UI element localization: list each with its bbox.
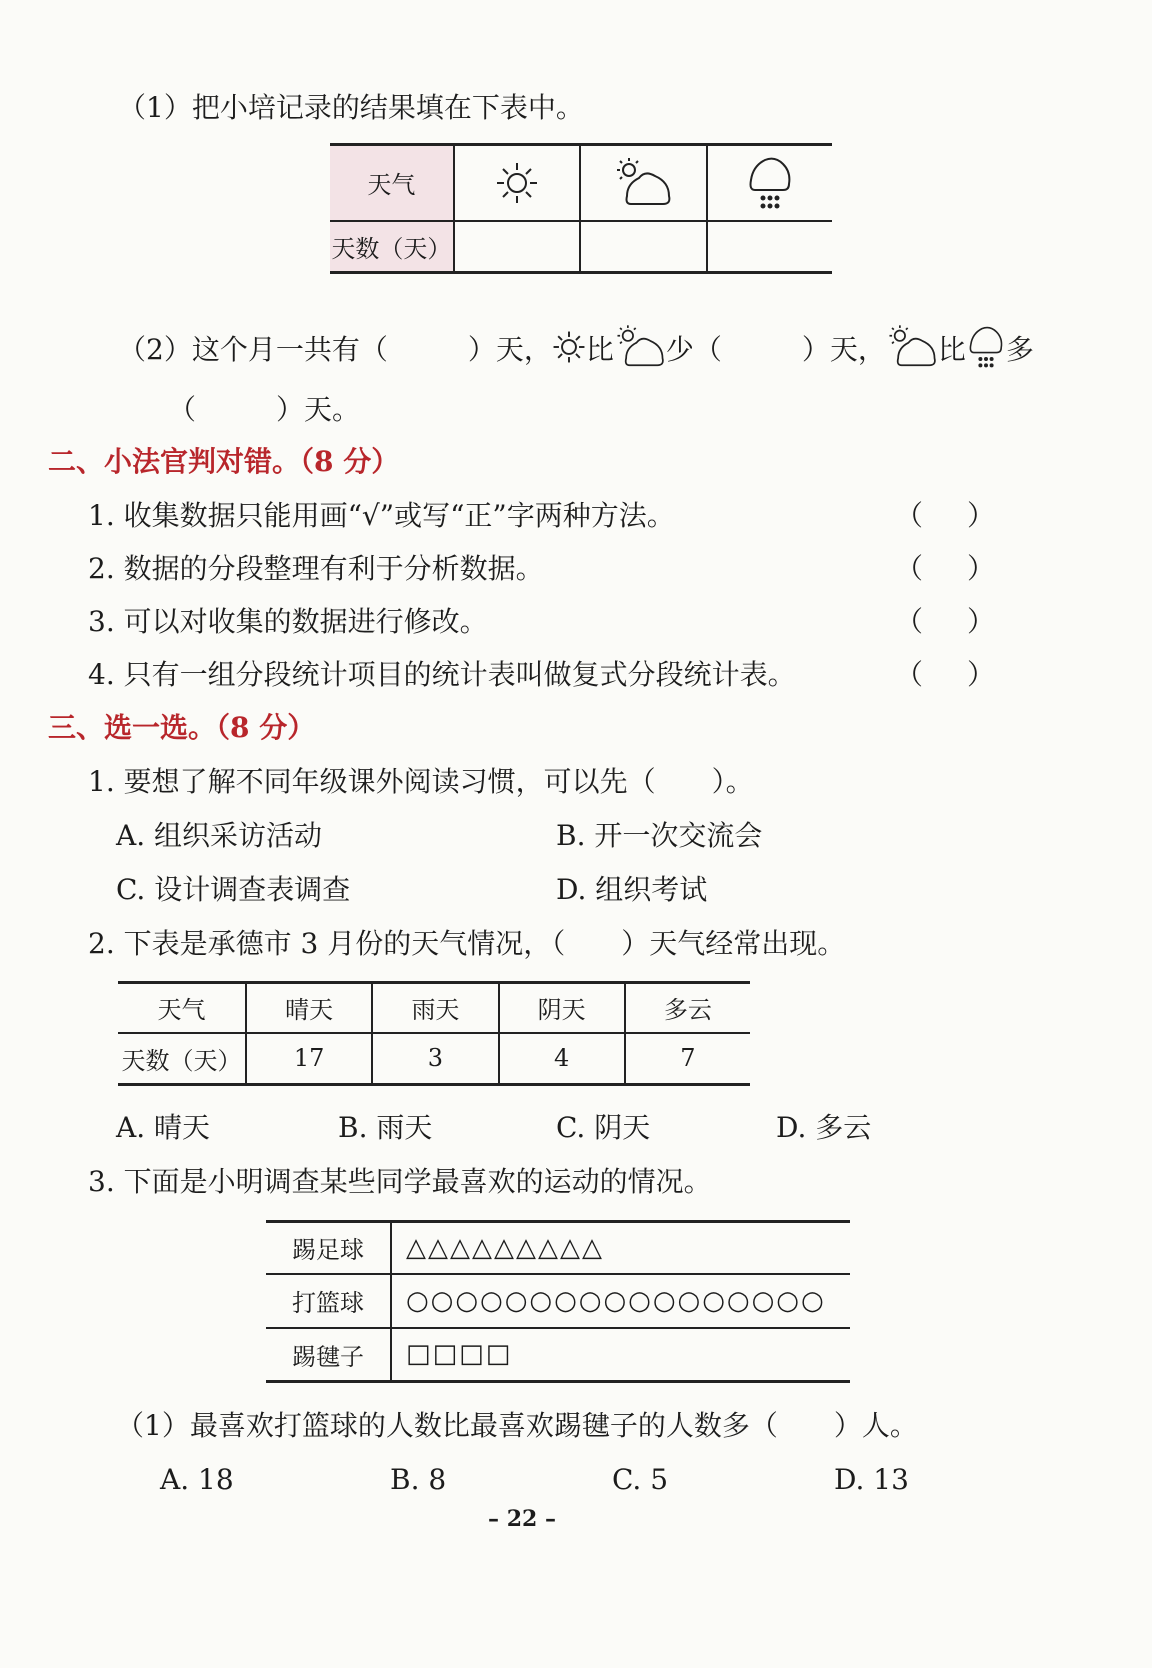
q2-option-c[interactable]: C. 阴天	[556, 1111, 651, 1144]
sport-marks-football: △△△△△△△△△	[391, 1222, 850, 1274]
row-label-days: 天数（天）	[118, 1033, 246, 1085]
rain-cloud-icon	[966, 320, 1006, 383]
q3-option-b[interactable]: B. 8	[390, 1463, 447, 1496]
q3-option-a[interactable]: A. 18	[160, 1463, 234, 1496]
q2-option-b[interactable]: B. 雨天	[338, 1111, 433, 1144]
value-cloudy: 7	[625, 1033, 750, 1085]
choice-question-2: 2. 下表是承德市 3 月份的天气情况，（ ）天气经常出现。	[88, 927, 846, 960]
section-2-title: 二、小法官判对错。（8 分）	[48, 445, 400, 478]
sport-label-shuttlecock: 踢毽子	[266, 1328, 391, 1382]
judge-item-1: 1. 收集数据只能用画“√”或写“正”字两种方法。	[88, 499, 675, 532]
sun-icon	[552, 330, 586, 373]
q2-option-a[interactable]: A. 晴天	[116, 1111, 211, 1144]
rain-cloud-icon	[707, 145, 832, 221]
sun-cloud-icon	[580, 145, 707, 221]
header-weather: 天气	[157, 996, 206, 1025]
sports-survey-table	[266, 1220, 850, 1383]
q1-option-c[interactable]: C. 设计调查表调查	[116, 873, 351, 906]
q2-part-d: 少（	[665, 333, 722, 366]
judge-item-3: 3. 可以对收集的数据进行修改。	[88, 605, 488, 638]
sun-cloud-days-cell[interactable]	[580, 221, 707, 273]
judge-answer-3[interactable]: （ ）	[895, 605, 996, 638]
section-3-title: 三、选一选。（8 分）	[48, 711, 316, 744]
judge-item-2: 2. 数据的分段整理有利于分析数据。	[88, 552, 544, 585]
question-1-1: （1）把小培记录的结果填在下表中。	[118, 91, 584, 124]
days-row-label: 天数（天）	[330, 221, 454, 273]
q2-part-g: 多	[1005, 333, 1034, 366]
header-cloudy: 多云	[625, 983, 750, 1033]
weather-row-label: 天气	[330, 145, 454, 221]
q2-part-h: （	[168, 393, 197, 426]
q1-option-b[interactable]: B. 开一次交流会	[556, 819, 763, 852]
q3-sub-question-1: （1）最喜欢打篮球的人数比最喜欢踢毽子的人数多（ ）人。	[116, 1409, 918, 1442]
q3-option-c[interactable]: C. 5	[612, 1463, 669, 1496]
sun-cloud-icon	[614, 322, 666, 381]
value-overcast: 4	[499, 1033, 625, 1085]
choice-question-3: 3. 下面是小明调查某些同学最喜欢的运动的情况。	[88, 1165, 712, 1198]
choice-question-1: 1. 要想了解不同年级课外阅读习惯，可以先（ ）。	[88, 765, 754, 798]
q1-option-a[interactable]: A. 组织采访活动	[116, 819, 323, 852]
sport-marks-shuttlecock: □□□□	[391, 1328, 850, 1382]
page-number: – 22 –	[488, 1506, 556, 1532]
q3-option-d[interactable]: D. 13	[834, 1463, 909, 1496]
judge-answer-2[interactable]: （ ）	[895, 552, 996, 585]
weather-record-table	[330, 143, 832, 274]
sport-label-football: 踢足球	[292, 1236, 364, 1265]
sun-icon	[454, 145, 580, 221]
value-rainy: 3	[372, 1033, 498, 1085]
question-1-2	[118, 320, 1034, 383]
judge-item-4: 4. 只有一组分段统计项目的统计表叫做复式分段统计表。	[88, 658, 796, 691]
q2-part-f: 比	[937, 333, 966, 366]
judge-answer-1[interactable]: （ ）	[895, 499, 996, 532]
rain-days-cell[interactable]	[707, 221, 832, 273]
sport-label-basketball: 打篮球	[266, 1274, 391, 1328]
sun-days-cell[interactable]	[454, 221, 580, 273]
value-sunny: 17	[246, 1033, 372, 1085]
sun-cloud-icon	[886, 322, 938, 381]
header-sunny: 晴天	[246, 983, 372, 1033]
q2-part-c: 比	[585, 333, 614, 366]
q1-option-d[interactable]: D. 组织考试	[556, 873, 708, 906]
q2-part-b: ）天，	[467, 333, 552, 366]
question-1-2-cont	[168, 392, 360, 428]
q2-part-i: ）天。	[276, 393, 361, 426]
header-rainy: 雨天	[372, 983, 498, 1033]
sport-marks-basketball: ○○○○○○○○○○○○○○○○○	[391, 1274, 850, 1328]
q2-option-d[interactable]: D. 多云	[776, 1111, 872, 1144]
judge-answer-4[interactable]: （ ）	[895, 658, 996, 691]
march-weather-table	[118, 981, 750, 1086]
q2-part-a: （2）这个月一共有（	[118, 333, 388, 366]
header-overcast: 阴天	[499, 983, 625, 1033]
q2-part-e: ）天，	[801, 333, 886, 366]
